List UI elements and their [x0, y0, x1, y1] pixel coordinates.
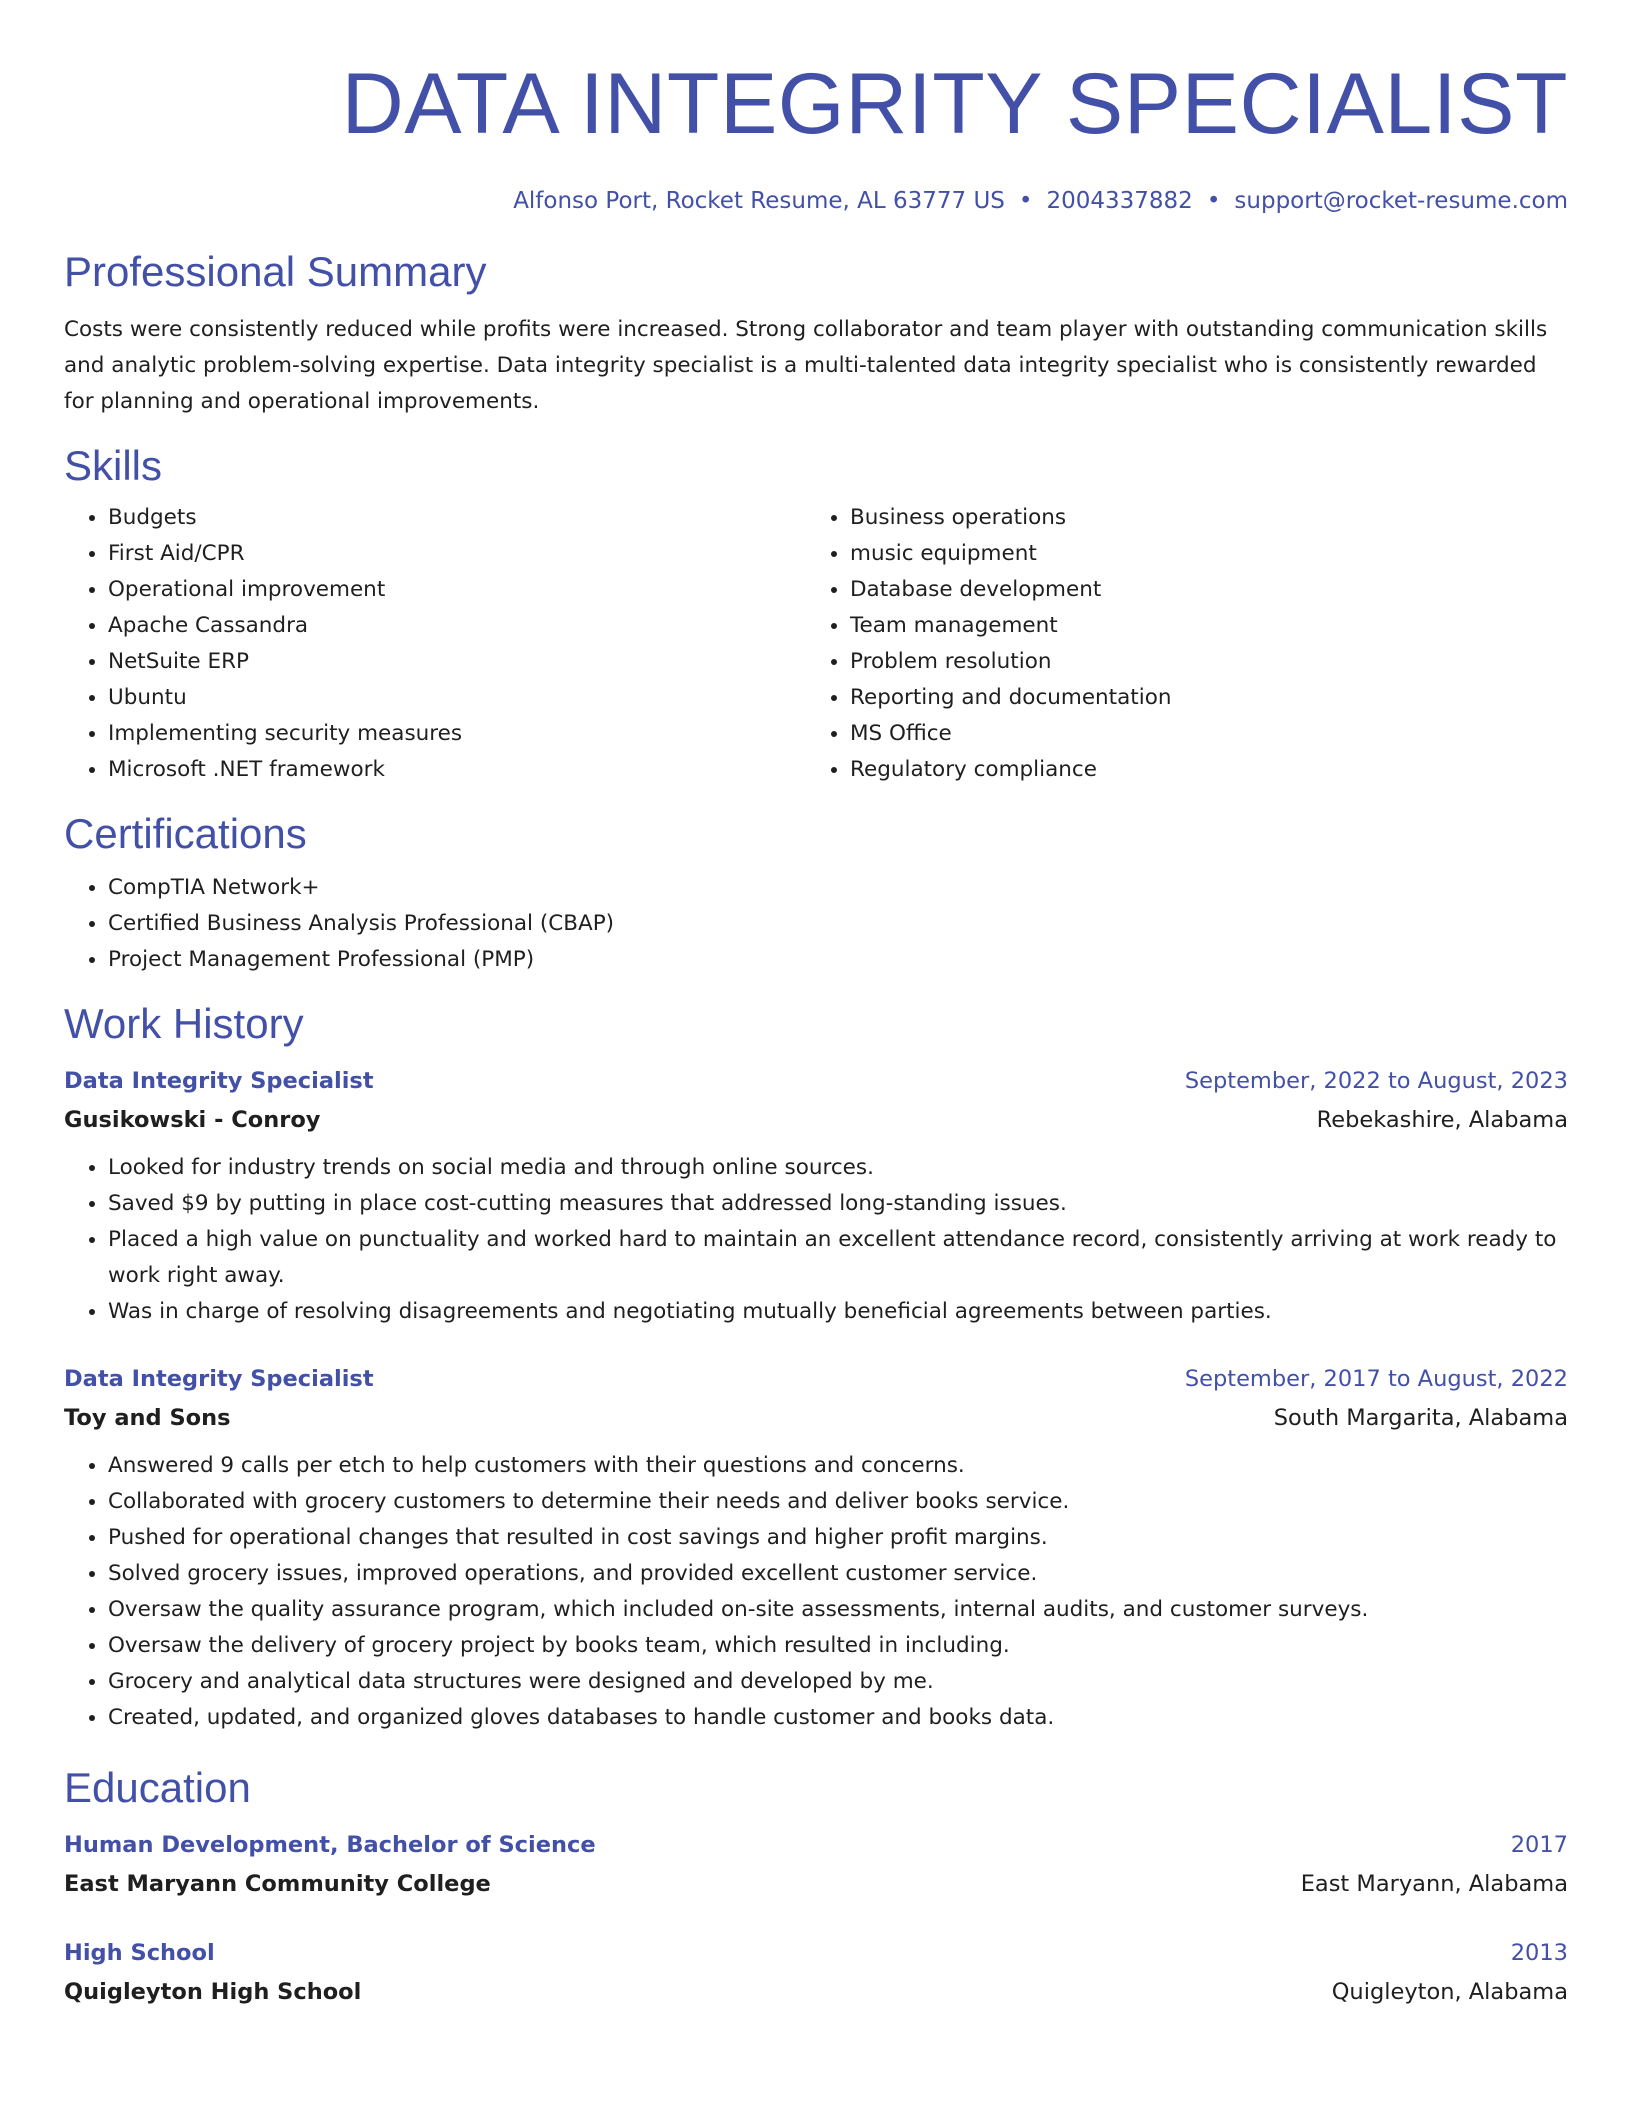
skills-heading: Skills — [64, 442, 163, 489]
certification-item: • CompTIA Network+ — [108, 870, 1568, 906]
contact-phone: 2004337882 — [1046, 188, 1193, 214]
education-degree-row — [64, 1934, 1568, 1972]
skill-item: • Business operations — [850, 500, 1548, 536]
skill-item: • Budgets — [108, 500, 806, 536]
job-bullet: • Looked for industry trends on social media and through online sources. — [108, 1150, 1568, 1186]
skills-left-column — [64, 500, 806, 788]
certifications-list — [64, 870, 1568, 978]
certifications-heading: Certifications — [64, 810, 307, 857]
summary-text: Costs were consistently reduced while profits were increased. Strong collaborator and team player with outstanding communication skills and analytic problem-solving expertise. Data integrity specialist is a multi-talented data integrity specialist who is consistently rewarded for planning and operational improvements. — [64, 317, 1548, 414]
job-bullet: • Pushed for operational changes that resulted in cost savings and higher profit margins. — [108, 1520, 1568, 1556]
skill-item: • NetSuite ERP — [108, 644, 806, 680]
skill-item: • First Aid/CPR — [108, 536, 806, 572]
skill-item: • Regulatory compliance — [850, 752, 1548, 788]
job-bullet: • Saved $9 by putting in place cost-cutting measures that addressed long-standing issues. — [108, 1186, 1568, 1222]
job-bullet: • Was in charge of resolving disagreements and negotiating mutually beneficial agreements between parties. — [108, 1294, 1568, 1330]
skill-item: • Database development — [850, 572, 1548, 608]
education-school: East Maryann Community College — [64, 1871, 491, 1897]
contact-email: support@rocket-resume.com — [1234, 188, 1568, 214]
skills-list-left — [64, 500, 806, 788]
job-dates: September, 2017 to August, 2022 — [1184, 1366, 1568, 1392]
job-bullet: • Created, updated, and organized gloves databases to handle customer and books data. — [108, 1700, 1568, 1736]
skills-right-column — [806, 500, 1548, 788]
job-company: Toy and Sons — [64, 1405, 231, 1431]
job-bullet: • Answered 9 calls per etch to help customers with their questions and concerns. — [108, 1448, 1568, 1484]
skill-item: • music equipment — [850, 536, 1548, 572]
contact-line — [64, 184, 1568, 218]
job-company-row — [64, 1398, 1568, 1438]
education-entry — [64, 1826, 1568, 1904]
education-degree: High School — [64, 1940, 215, 1966]
job-bullets — [64, 1150, 1568, 1330]
skills-section — [64, 440, 1568, 788]
education-section — [64, 1762, 1568, 2012]
job-bullet: • Oversaw the quality assurance program, which included on-site assessments, internal audits, and customer surveys. — [108, 1592, 1568, 1628]
job-bullet: • Placed a high value on punctuality and worked hard to maintain an excellent attendance record, consistently arriving at work ready to work right away. — [108, 1222, 1568, 1294]
work-history-section — [64, 998, 1568, 1736]
job-bullets — [64, 1448, 1568, 1736]
job-company: Gusikowski - Conroy — [64, 1107, 321, 1133]
certifications-section — [64, 808, 1568, 978]
education-school-row — [64, 1972, 1568, 2012]
job-title: Data Integrity Specialist — [64, 1366, 374, 1392]
summary-section — [64, 246, 1568, 420]
skills-columns — [64, 500, 1568, 788]
skill-item: • Operational improvement — [108, 572, 806, 608]
summary-heading: Professional Summary — [64, 248, 487, 295]
skills-list-right — [806, 500, 1548, 788]
education-school: Quigleyton High School — [64, 1979, 362, 2005]
job-location: South Margarita, Alabama — [1273, 1405, 1568, 1431]
skill-item: • Ubuntu — [108, 680, 806, 716]
job-entry — [64, 1062, 1568, 1330]
education-year: 2017 — [1510, 1832, 1568, 1858]
education-heading: Education — [64, 1764, 251, 1811]
job-bullet: • Collaborated with grocery customers to determine their needs and deliver books service. — [108, 1484, 1568, 1520]
contact-address: Alfonso Port, Rocket Resume, AL 63777 US — [513, 188, 1005, 214]
skill-item: • Microsoft .NET framework — [108, 752, 806, 788]
contact-separator: • — [1018, 188, 1033, 214]
job-title: Data Integrity Specialist — [64, 1068, 374, 1094]
resume-header — [64, 0, 1568, 218]
job-dates: September, 2022 to August, 2023 — [1184, 1068, 1568, 1094]
education-year: 2013 — [1510, 1940, 1568, 1966]
education-school-row — [64, 1864, 1568, 1904]
job-company-row — [64, 1100, 1568, 1140]
job-title-row — [64, 1360, 1568, 1398]
education-degree-row — [64, 1826, 1568, 1864]
skill-item: • Problem resolution — [850, 644, 1548, 680]
work-history-heading: Work History — [64, 1000, 304, 1047]
skill-item: • MS Office — [850, 716, 1548, 752]
job-entry — [64, 1360, 1568, 1736]
job-bullet: • Grocery and analytical data structures were designed and developed by me. — [108, 1664, 1568, 1700]
candidate-title: DATA INTEGRITY SPECIALIST — [341, 56, 1568, 152]
job-title-row — [64, 1062, 1568, 1100]
education-location: East Maryann, Alabama — [1300, 1871, 1568, 1897]
education-entry — [64, 1934, 1568, 2012]
certification-item: • Certified Business Analysis Professional (CBAP) — [108, 906, 1568, 942]
job-location: Rebekashire, Alabama — [1316, 1107, 1568, 1133]
skill-item: • Reporting and documentation — [850, 680, 1548, 716]
contact-separator: • — [1206, 188, 1221, 214]
skill-item: • Apache Cassandra — [108, 608, 806, 644]
skill-item: • Team management — [850, 608, 1548, 644]
job-bullet: • Solved grocery issues, improved operations, and provided excellent customer service. — [108, 1556, 1568, 1592]
education-degree: Human Development, Bachelor of Science — [64, 1832, 596, 1858]
skill-item: • Implementing security measures — [108, 716, 806, 752]
education-location: Quigleyton, Alabama — [1331, 1979, 1568, 2005]
job-bullet: • Oversaw the delivery of grocery project by books team, which resulted in including. — [108, 1628, 1568, 1664]
certification-item: • Project Management Professional (PMP) — [108, 942, 1568, 978]
